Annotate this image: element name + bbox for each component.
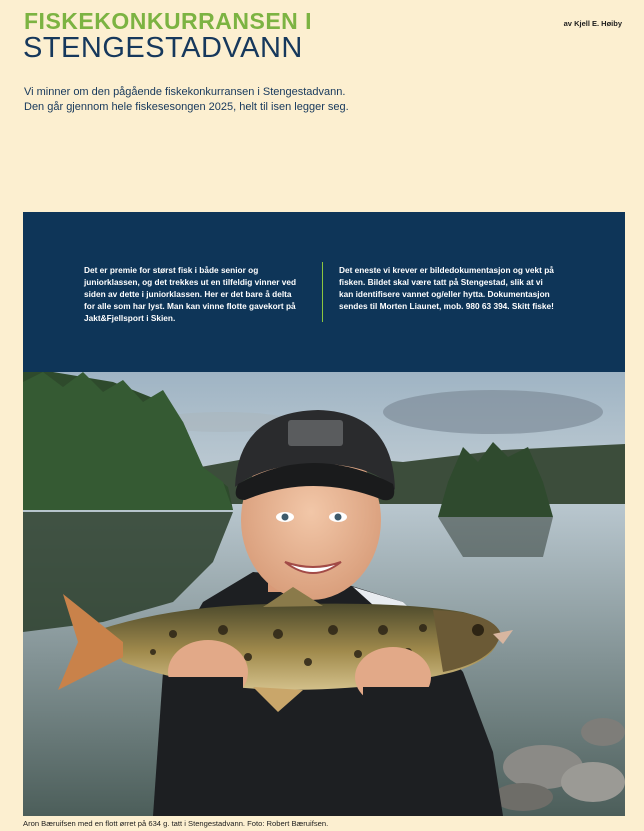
intro-paragraph xyxy=(24,85,484,115)
article-title-line2: STENGESTADVANN xyxy=(23,32,303,64)
intro-line-1: Vi minner om den pågående fiskekonkurransen i Stengestadvann. xyxy=(24,86,346,98)
info-text-right: Det eneste vi krever er bildedokumentasjon og vekt på fisken. Bildet skal være tatt på Stengestad, slik at vi kan identifisere vannet og/eller hytta. Dokumentasjon sendes til Morten Liaunet, mob. 980 63 394. Skitt fiske! xyxy=(339,265,554,311)
photo-caption: Aron Bæruifsen med en flott ørret på 634 g. tatt i Stengestadvann. Foto: Robert Bæruifsen. xyxy=(23,819,329,828)
article-title-line1: FISKEKONKURRANSEN I xyxy=(24,8,313,34)
info-text-left: Det er premie for størst fisk i både senior og juniorklassen, og det trekkes ut en tilfeldig vinner ved siden av dette i juniorklassen. Her er det bare å delta for alle som har lyst. Man kan vinne flotte gavekort på Jakt&Fjellsport i Skien. xyxy=(84,265,297,323)
photo-boy-with-trout xyxy=(23,372,625,816)
byline: av Kjell E. Høiby xyxy=(563,19,622,28)
info-box xyxy=(23,212,625,372)
info-divider xyxy=(322,262,323,322)
intro-line-2: Den går gjennom hele fiskesesongen 2025, helt til isen legger seg. xyxy=(24,101,349,113)
